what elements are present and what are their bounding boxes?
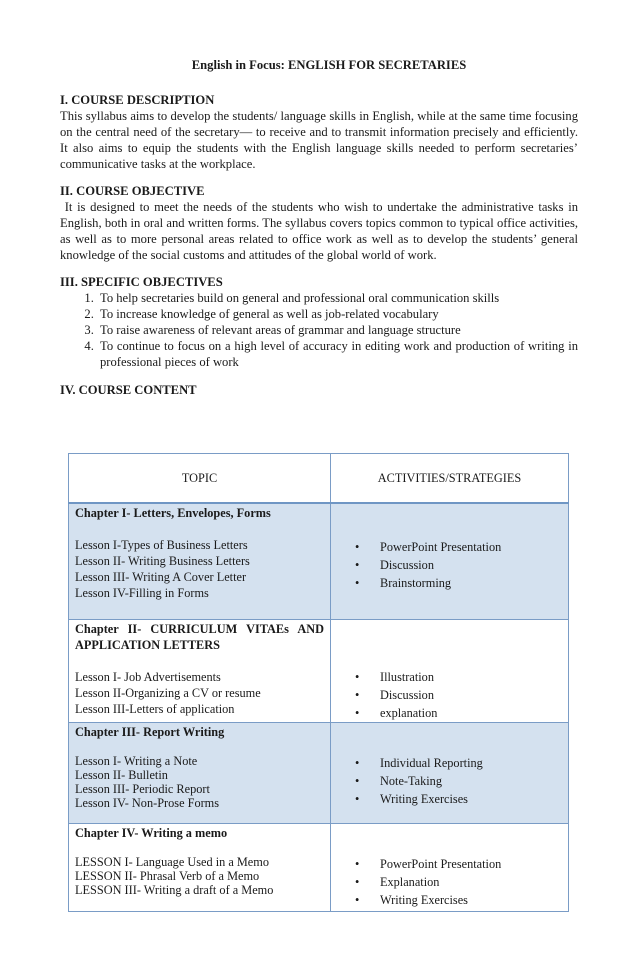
activities-header: ACTIVITIES/STRATEGIES bbox=[331, 454, 569, 504]
chapter-title: Chapter III- Report Writing bbox=[75, 724, 225, 739]
topic-cell bbox=[69, 619, 331, 722]
course-objective-heading: II. COURSE OBJECTIVE bbox=[60, 184, 205, 198]
bullet-icon: • bbox=[355, 874, 360, 889]
lesson-item: Lesson III- Writing A Cover Letter bbox=[75, 570, 247, 584]
bullet-icon: • bbox=[355, 773, 360, 788]
topic-cell bbox=[69, 503, 331, 619]
list-item bbox=[355, 574, 562, 592]
bullet-icon: • bbox=[355, 856, 360, 871]
list-item: 4. To continue to focus on a high level of accuracy in editing work and production of writing in professional pieces of work bbox=[97, 338, 578, 370]
course-content-heading: IV. COURSE CONTENT bbox=[60, 383, 197, 397]
activity-label: Writing Exercises bbox=[380, 791, 468, 806]
lesson-item: LESSON III- Writing a draft of a Memo bbox=[75, 882, 274, 897]
lesson-item: Lesson IV-Filling in Forms bbox=[75, 586, 209, 600]
topic-cell bbox=[69, 722, 331, 823]
activity-label: Illustration bbox=[380, 669, 434, 684]
chapter-title: Chapter IV- Writing a memo bbox=[75, 825, 228, 840]
bullet-icon: • bbox=[355, 705, 360, 720]
list-item bbox=[355, 704, 562, 722]
lesson-item: Lesson II- Writing Business Letters bbox=[75, 554, 250, 568]
bullet-icon: • bbox=[355, 791, 360, 806]
course-content-table bbox=[68, 453, 569, 912]
activity-label: Writing Exercises bbox=[380, 892, 468, 907]
lesson-item: Lesson II- Bulletin bbox=[75, 767, 168, 782]
activities-cell bbox=[331, 619, 569, 722]
list-item bbox=[355, 873, 562, 891]
bullet-icon: • bbox=[355, 558, 360, 572]
bullet-icon: • bbox=[355, 576, 360, 590]
document-page bbox=[60, 57, 582, 398]
lesson-item: Lesson III-Letters of application bbox=[75, 701, 235, 716]
list-item bbox=[355, 686, 562, 704]
activity-label: PowerPoint Presentation bbox=[380, 856, 502, 871]
table-row bbox=[69, 503, 569, 619]
bullet-icon: • bbox=[355, 540, 360, 554]
bullet-icon: • bbox=[355, 755, 360, 770]
chapter-title: Chapter II- CURRICULUM VITAEs AND APPLICATION LETTERS bbox=[75, 621, 324, 652]
list-item bbox=[355, 891, 562, 909]
document-title: English in Focus: ENGLISH FOR SECRETARIES bbox=[191, 58, 467, 72]
lesson-item: LESSON I- Language Used in a Memo bbox=[75, 854, 269, 869]
course-description-text: This syllabus aims to develop the students/ language skills in English, while at the same time focusing on the central need of the secretary— to receive and to transmit information precisely and efficiently. It also aims to equip the students with the English language skills needed to perform secretaries’ communicative tasks at the workplace. bbox=[60, 109, 578, 171]
chapter-title: Chapter I- Letters, Envelopes, Forms bbox=[75, 506, 271, 520]
activity-label: Note-Taking bbox=[380, 773, 442, 788]
list-item: 2. To increase knowledge of general as well as job-related vocabulary bbox=[97, 306, 578, 322]
activity-label: explanation bbox=[380, 705, 438, 720]
bullet-icon: • bbox=[355, 687, 360, 702]
lesson-item: Lesson II-Organizing a CV or resume bbox=[75, 685, 261, 700]
activity-label: Individual Reporting bbox=[380, 755, 483, 770]
activity-label: Explanation bbox=[380, 874, 440, 889]
list-item bbox=[355, 754, 562, 772]
activity-label: Brainstorming bbox=[380, 576, 452, 590]
bullet-icon: • bbox=[355, 669, 360, 684]
activity-label: Discussion bbox=[380, 558, 434, 572]
course-description-heading: I. COURSE DESCRIPTION bbox=[60, 93, 215, 107]
lesson-item: Lesson IV- Non-Prose Forms bbox=[75, 795, 220, 810]
lesson-item: Lesson I- Writing a Note bbox=[75, 753, 198, 768]
table-row bbox=[69, 823, 569, 911]
topic-cell bbox=[69, 823, 331, 911]
activity-label: Discussion bbox=[380, 687, 434, 702]
specific-objectives-heading: III. SPECIFIC OBJECTIVES bbox=[60, 275, 223, 289]
table-row bbox=[69, 619, 569, 722]
activity-label: PowerPoint Presentation bbox=[380, 540, 502, 554]
lesson-item: Lesson I-Types of Business Letters bbox=[75, 538, 248, 552]
table-row bbox=[69, 722, 569, 823]
list-item bbox=[355, 556, 562, 574]
list-item: 3. To raise awareness of relevant areas of grammar and language structure bbox=[97, 322, 578, 338]
activities-list bbox=[337, 754, 562, 808]
activities-list bbox=[337, 538, 562, 592]
list-item bbox=[355, 772, 562, 790]
activities-cell bbox=[331, 722, 569, 823]
list-item bbox=[355, 855, 562, 873]
activities-cell bbox=[331, 503, 569, 619]
list-item: 1. To help secretaries build on general and professional oral communication skills bbox=[97, 290, 578, 306]
bullet-icon: • bbox=[355, 892, 360, 907]
lesson-item: Lesson I- Job Advertisements bbox=[75, 669, 221, 684]
list-item bbox=[355, 668, 562, 686]
specific-objectives-list bbox=[60, 290, 578, 370]
lesson-item: LESSON II- Phrasal Verb of a Memo bbox=[75, 868, 260, 883]
list-item bbox=[355, 790, 562, 808]
table-header-row bbox=[69, 454, 569, 504]
activities-cell bbox=[331, 823, 569, 911]
activities-list bbox=[337, 855, 562, 909]
course-objective-text: It is designed to meet the needs of the students who wish to undertake the administrative tasks in English, both in oral and written forms. The syllabus covers topics common to typical office activities, as well as to more personal areas related to office work as well as to develop the students’ general knowledge of the social customs and attitudes of the global world of work. bbox=[60, 200, 582, 262]
activities-list bbox=[337, 668, 562, 722]
lesson-item: Lesson III- Periodic Report bbox=[75, 781, 210, 796]
topic-header: TOPIC bbox=[69, 454, 331, 504]
list-item bbox=[355, 538, 562, 556]
